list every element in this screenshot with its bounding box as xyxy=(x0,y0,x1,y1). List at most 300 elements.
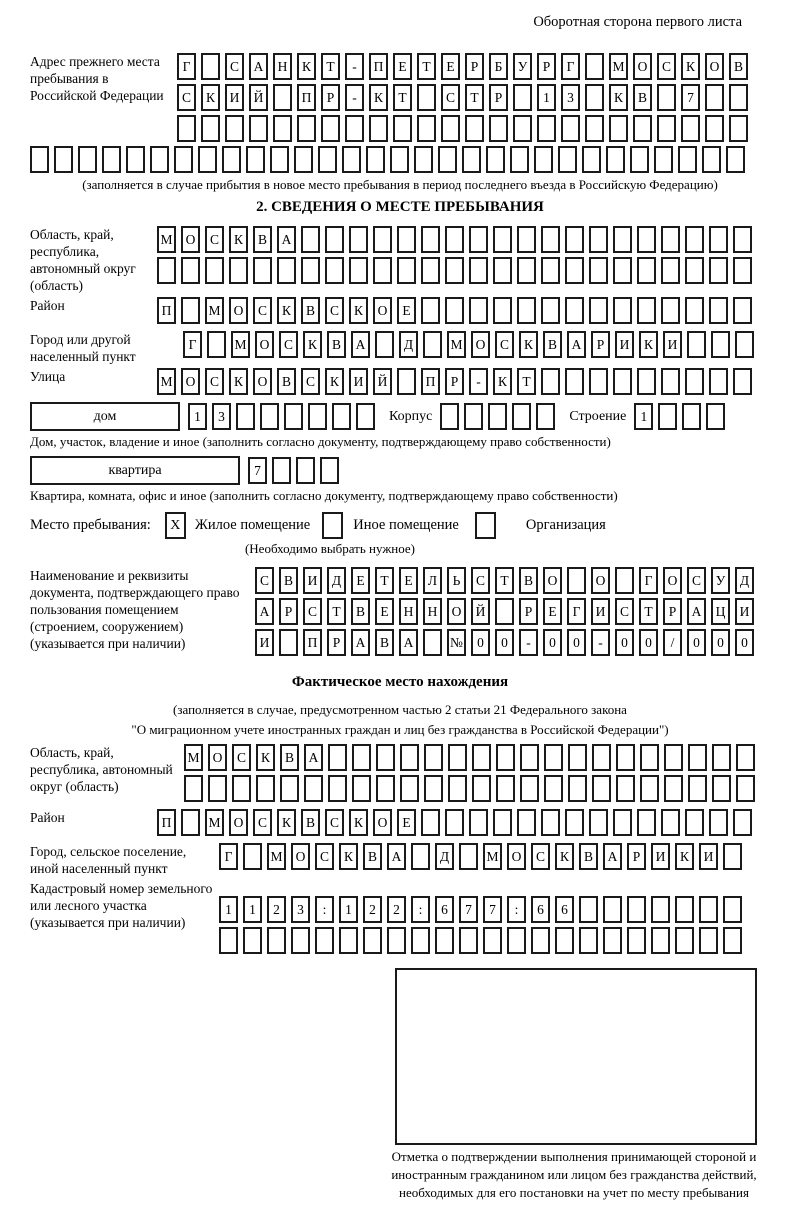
char-cell[interactable]: 6 xyxy=(435,896,454,923)
char-cell[interactable] xyxy=(339,927,358,954)
char-cell[interactable]: О xyxy=(291,843,310,870)
char-cell[interactable]: Н xyxy=(399,598,418,625)
char-cell[interactable] xyxy=(723,843,742,870)
char-cell[interactable] xyxy=(373,257,392,284)
char-cell[interactable] xyxy=(356,403,375,430)
char-cell[interactable] xyxy=(495,598,514,625)
char-cell[interactable]: Р xyxy=(445,368,464,395)
char-cell[interactable] xyxy=(400,775,419,802)
char-cell[interactable] xyxy=(157,257,176,284)
char-cell[interactable]: М xyxy=(609,53,628,80)
char-cell[interactable] xyxy=(181,809,200,836)
char-cell[interactable]: В xyxy=(543,331,562,358)
char-cell[interactable] xyxy=(661,297,680,324)
char-cell[interactable] xyxy=(592,775,611,802)
char-cell[interactable]: 7 xyxy=(483,896,502,923)
char-cell[interactable]: С xyxy=(471,567,490,594)
char-cell[interactable] xyxy=(78,146,97,173)
char-cell[interactable] xyxy=(661,809,680,836)
char-cell[interactable]: В xyxy=(279,567,298,594)
char-cell[interactable] xyxy=(675,927,694,954)
char-cell[interactable] xyxy=(709,226,728,253)
char-cell[interactable] xyxy=(201,53,220,80)
char-cell[interactable]: М xyxy=(447,331,466,358)
char-cell[interactable] xyxy=(613,297,632,324)
char-cell[interactable] xyxy=(517,226,536,253)
char-cell[interactable] xyxy=(685,226,704,253)
char-cell[interactable] xyxy=(589,257,608,284)
char-cell[interactable]: С xyxy=(205,368,224,395)
char-cell[interactable] xyxy=(397,368,416,395)
char-cell[interactable]: П xyxy=(303,629,322,656)
char-cell[interactable] xyxy=(488,403,507,430)
char-cell[interactable] xyxy=(687,331,706,358)
char-cell[interactable] xyxy=(472,775,491,802)
char-cell[interactable]: Д xyxy=(327,567,346,594)
char-cell[interactable] xyxy=(558,146,577,173)
char-cell[interactable]: С xyxy=(441,84,460,111)
char-cell[interactable] xyxy=(733,809,752,836)
char-cell[interactable] xyxy=(328,744,347,771)
char-cell[interactable] xyxy=(459,927,478,954)
char-cell[interactable] xyxy=(615,567,634,594)
char-cell[interactable] xyxy=(637,257,656,284)
char-cell[interactable] xyxy=(270,146,289,173)
char-cell[interactable] xyxy=(613,226,632,253)
char-cell[interactable] xyxy=(685,257,704,284)
char-cell[interactable]: К xyxy=(519,331,538,358)
char-cell[interactable] xyxy=(733,297,752,324)
char-cell[interactable]: - xyxy=(519,629,538,656)
char-cell[interactable] xyxy=(462,146,481,173)
char-cell[interactable] xyxy=(438,146,457,173)
char-cell[interactable] xyxy=(414,146,433,173)
char-cell[interactable]: К xyxy=(229,368,248,395)
char-cell[interactable]: К xyxy=(256,744,275,771)
char-cell[interactable]: О xyxy=(208,744,227,771)
char-cell[interactable] xyxy=(627,927,646,954)
char-cell[interactable]: В xyxy=(519,567,538,594)
char-cell[interactable] xyxy=(243,927,262,954)
char-cell[interactable]: 0 xyxy=(543,629,562,656)
char-cell[interactable] xyxy=(565,297,584,324)
char-cell[interactable]: С xyxy=(303,598,322,625)
char-cell[interactable] xyxy=(592,744,611,771)
char-cell[interactable] xyxy=(208,775,227,802)
char-cell[interactable]: А xyxy=(351,331,370,358)
char-cell[interactable] xyxy=(273,84,292,111)
char-cell[interactable] xyxy=(325,226,344,253)
char-cell[interactable]: В xyxy=(301,297,320,324)
char-cell[interactable] xyxy=(541,809,560,836)
char-cell[interactable] xyxy=(328,775,347,802)
char-cell[interactable]: Д xyxy=(399,331,418,358)
char-cell[interactable] xyxy=(685,809,704,836)
char-cell[interactable] xyxy=(637,226,656,253)
char-cell[interactable]: - xyxy=(469,368,488,395)
char-cell[interactable]: 0 xyxy=(735,629,754,656)
char-cell[interactable]: С xyxy=(253,809,272,836)
char-cell[interactable]: 1 xyxy=(188,403,207,430)
char-cell[interactable]: К xyxy=(277,297,296,324)
char-cell[interactable] xyxy=(150,146,169,173)
char-cell[interactable] xyxy=(637,368,656,395)
char-cell[interactable] xyxy=(469,257,488,284)
char-cell[interactable]: 7 xyxy=(248,457,267,484)
char-cell[interactable]: Т xyxy=(327,598,346,625)
char-cell[interactable] xyxy=(513,115,532,142)
char-cell[interactable]: Г xyxy=(177,53,196,80)
char-cell[interactable] xyxy=(582,146,601,173)
char-cell[interactable]: - xyxy=(345,53,364,80)
char-cell[interactable] xyxy=(613,368,632,395)
char-cell[interactable] xyxy=(207,331,226,358)
char-cell[interactable] xyxy=(699,896,718,923)
char-cell[interactable] xyxy=(291,927,310,954)
char-cell[interactable] xyxy=(702,146,721,173)
char-cell[interactable] xyxy=(424,744,443,771)
char-cell[interactable] xyxy=(657,115,676,142)
char-cell[interactable] xyxy=(369,115,388,142)
char-cell[interactable]: К xyxy=(555,843,574,870)
char-cell[interactable] xyxy=(421,226,440,253)
char-cell[interactable] xyxy=(675,896,694,923)
char-cell[interactable]: В xyxy=(363,843,382,870)
char-cell[interactable] xyxy=(733,257,752,284)
char-cell[interactable] xyxy=(345,115,364,142)
char-cell[interactable]: : xyxy=(411,896,430,923)
char-cell[interactable]: Р xyxy=(537,53,556,80)
char-cell[interactable]: О xyxy=(255,331,274,358)
char-cell[interactable]: Г xyxy=(183,331,202,358)
char-cell[interactable]: А xyxy=(687,598,706,625)
char-cell[interactable]: 2 xyxy=(387,896,406,923)
char-cell[interactable]: О xyxy=(229,809,248,836)
char-cell[interactable] xyxy=(126,146,145,173)
char-cell[interactable]: П xyxy=(421,368,440,395)
char-cell[interactable] xyxy=(568,744,587,771)
char-cell[interactable]: К xyxy=(639,331,658,358)
char-cell[interactable] xyxy=(544,775,563,802)
char-cell[interactable]: Г xyxy=(567,598,586,625)
char-cell[interactable] xyxy=(709,368,728,395)
char-cell[interactable] xyxy=(301,257,320,284)
char-cell[interactable]: С xyxy=(615,598,634,625)
char-cell[interactable]: 7 xyxy=(459,896,478,923)
char-cell[interactable] xyxy=(512,403,531,430)
char-cell[interactable]: М xyxy=(267,843,286,870)
char-cell[interactable]: О xyxy=(229,297,248,324)
char-cell[interactable]: О xyxy=(663,567,682,594)
char-cell[interactable]: П xyxy=(157,809,176,836)
char-cell[interactable] xyxy=(177,115,196,142)
char-cell[interactable] xyxy=(496,775,515,802)
char-cell[interactable]: 6 xyxy=(531,896,550,923)
char-cell[interactable] xyxy=(565,809,584,836)
char-cell[interactable] xyxy=(493,809,512,836)
char-cell[interactable]: К xyxy=(369,84,388,111)
char-cell[interactable] xyxy=(174,146,193,173)
char-cell[interactable] xyxy=(685,368,704,395)
char-cell[interactable] xyxy=(711,331,730,358)
char-cell[interactable] xyxy=(513,84,532,111)
char-cell[interactable] xyxy=(661,257,680,284)
char-cell[interactable]: Р xyxy=(465,53,484,80)
char-cell[interactable]: 2 xyxy=(267,896,286,923)
char-cell[interactable]: 1 xyxy=(243,896,262,923)
char-cell[interactable] xyxy=(565,226,584,253)
char-cell[interactable]: П xyxy=(369,53,388,80)
char-cell[interactable] xyxy=(651,896,670,923)
char-cell[interactable] xyxy=(541,226,560,253)
char-cell[interactable]: Е xyxy=(393,53,412,80)
char-cell[interactable]: Р xyxy=(321,84,340,111)
char-cell[interactable] xyxy=(390,146,409,173)
char-cell[interactable] xyxy=(609,115,628,142)
char-cell[interactable] xyxy=(637,809,656,836)
char-cell[interactable] xyxy=(296,457,315,484)
char-cell[interactable]: 3 xyxy=(212,403,231,430)
char-cell[interactable]: Е xyxy=(375,598,394,625)
char-cell[interactable] xyxy=(537,115,556,142)
char-cell[interactable] xyxy=(606,146,625,173)
char-cell[interactable]: Т xyxy=(495,567,514,594)
char-cell[interactable] xyxy=(496,744,515,771)
char-cell[interactable] xyxy=(246,146,265,173)
char-cell[interactable]: Р xyxy=(327,629,346,656)
char-cell[interactable]: Й xyxy=(373,368,392,395)
char-cell[interactable] xyxy=(493,257,512,284)
char-cell[interactable]: О xyxy=(253,368,272,395)
char-cell[interactable]: В xyxy=(633,84,652,111)
char-cell[interactable]: М xyxy=(231,331,250,358)
char-cell[interactable]: Т xyxy=(393,84,412,111)
char-cell[interactable]: В xyxy=(351,598,370,625)
char-cell[interactable] xyxy=(712,744,731,771)
char-cell[interactable]: С xyxy=(279,331,298,358)
char-cell[interactable]: А xyxy=(603,843,622,870)
char-cell[interactable] xyxy=(411,927,430,954)
char-cell[interactable]: П xyxy=(157,297,176,324)
char-cell[interactable] xyxy=(493,226,512,253)
char-cell[interactable] xyxy=(469,809,488,836)
char-cell[interactable] xyxy=(417,115,436,142)
char-cell[interactable] xyxy=(387,927,406,954)
char-cell[interactable]: С xyxy=(315,843,334,870)
char-cell[interactable] xyxy=(30,146,49,173)
char-cell[interactable]: В xyxy=(729,53,748,80)
char-cell[interactable] xyxy=(301,226,320,253)
char-cell[interactable] xyxy=(366,146,385,173)
char-cell[interactable] xyxy=(445,226,464,253)
char-cell[interactable] xyxy=(315,927,334,954)
char-cell[interactable] xyxy=(507,927,526,954)
char-cell[interactable] xyxy=(273,115,292,142)
char-cell[interactable] xyxy=(272,457,291,484)
char-cell[interactable]: Т xyxy=(375,567,394,594)
char-cell[interactable]: Р xyxy=(489,84,508,111)
char-cell[interactable] xyxy=(585,115,604,142)
char-cell[interactable]: С xyxy=(657,53,676,80)
char-cell[interactable]: Р xyxy=(591,331,610,358)
char-cell[interactable]: Й xyxy=(249,84,268,111)
char-cell[interactable]: Б xyxy=(489,53,508,80)
char-cell[interactable]: А xyxy=(255,598,274,625)
char-cell[interactable] xyxy=(294,146,313,173)
char-cell[interactable] xyxy=(706,403,725,430)
char-cell[interactable] xyxy=(709,257,728,284)
char-cell[interactable] xyxy=(726,146,745,173)
char-cell[interactable] xyxy=(400,744,419,771)
char-cell[interactable] xyxy=(459,843,478,870)
char-cell[interactable]: А xyxy=(249,53,268,80)
char-cell[interactable] xyxy=(483,927,502,954)
char-cell[interactable]: О xyxy=(471,331,490,358)
checkbox-organization[interactable] xyxy=(475,512,496,539)
char-cell[interactable] xyxy=(363,927,382,954)
char-cell[interactable] xyxy=(613,809,632,836)
char-cell[interactable]: О xyxy=(591,567,610,594)
char-cell[interactable] xyxy=(205,257,224,284)
char-cell[interactable]: 0 xyxy=(471,629,490,656)
char-cell[interactable] xyxy=(229,257,248,284)
char-cell[interactable] xyxy=(397,257,416,284)
char-cell[interactable] xyxy=(236,403,255,430)
char-cell[interactable] xyxy=(517,297,536,324)
char-cell[interactable]: Т xyxy=(321,53,340,80)
char-cell[interactable]: С xyxy=(687,567,706,594)
char-cell[interactable] xyxy=(445,809,464,836)
char-cell[interactable]: : xyxy=(315,896,334,923)
char-cell[interactable] xyxy=(277,257,296,284)
char-cell[interactable] xyxy=(373,226,392,253)
char-cell[interactable]: Г xyxy=(219,843,238,870)
char-cell[interactable]: С xyxy=(531,843,550,870)
char-cell[interactable]: И xyxy=(225,84,244,111)
char-cell[interactable] xyxy=(201,115,220,142)
char-cell[interactable] xyxy=(445,297,464,324)
char-cell[interactable]: О xyxy=(633,53,652,80)
char-cell[interactable]: - xyxy=(591,629,610,656)
char-cell[interactable] xyxy=(685,297,704,324)
char-cell[interactable] xyxy=(517,257,536,284)
char-cell[interactable]: 6 xyxy=(555,896,574,923)
char-cell[interactable] xyxy=(423,331,442,358)
char-cell[interactable] xyxy=(440,403,459,430)
char-cell[interactable] xyxy=(654,146,673,173)
char-cell[interactable]: Р xyxy=(519,598,538,625)
char-cell[interactable]: М xyxy=(157,226,176,253)
char-cell[interactable] xyxy=(435,927,454,954)
char-cell[interactable]: 1 xyxy=(537,84,556,111)
char-cell[interactable]: И xyxy=(699,843,718,870)
char-cell[interactable]: В xyxy=(280,744,299,771)
char-cell[interactable] xyxy=(181,257,200,284)
char-cell[interactable] xyxy=(603,896,622,923)
char-cell[interactable] xyxy=(682,403,701,430)
char-cell[interactable] xyxy=(561,115,580,142)
char-cell[interactable] xyxy=(181,297,200,324)
char-cell[interactable]: 0 xyxy=(495,629,514,656)
char-cell[interactable] xyxy=(688,744,707,771)
char-cell[interactable]: В xyxy=(579,843,598,870)
char-cell[interactable]: Л xyxy=(423,567,442,594)
char-cell[interactable] xyxy=(352,775,371,802)
char-cell[interactable] xyxy=(531,927,550,954)
char-cell[interactable] xyxy=(712,775,731,802)
char-cell[interactable] xyxy=(589,368,608,395)
char-cell[interactable] xyxy=(568,775,587,802)
char-cell[interactable] xyxy=(681,115,700,142)
char-cell[interactable]: 2 xyxy=(363,896,382,923)
char-cell[interactable]: И xyxy=(349,368,368,395)
char-cell[interactable]: С xyxy=(255,567,274,594)
char-cell[interactable]: О xyxy=(373,297,392,324)
char-cell[interactable]: О xyxy=(181,226,200,253)
char-cell[interactable] xyxy=(637,297,656,324)
char-cell[interactable]: 0 xyxy=(687,629,706,656)
char-cell[interactable]: Е xyxy=(441,53,460,80)
char-cell[interactable] xyxy=(616,775,635,802)
char-cell[interactable] xyxy=(441,115,460,142)
char-cell[interactable] xyxy=(589,226,608,253)
char-cell[interactable]: У xyxy=(513,53,532,80)
char-cell[interactable]: О xyxy=(181,368,200,395)
char-cell[interactable] xyxy=(579,927,598,954)
char-cell[interactable]: А xyxy=(567,331,586,358)
char-cell[interactable] xyxy=(486,146,505,173)
char-cell[interactable] xyxy=(376,744,395,771)
char-cell[interactable] xyxy=(280,775,299,802)
char-cell[interactable]: И xyxy=(591,598,610,625)
char-cell[interactable]: Т xyxy=(417,53,436,80)
char-cell[interactable] xyxy=(729,84,748,111)
char-cell[interactable]: 0 xyxy=(711,629,730,656)
char-cell[interactable]: И xyxy=(663,331,682,358)
char-cell[interactable]: О xyxy=(507,843,526,870)
char-cell[interactable] xyxy=(222,146,241,173)
char-cell[interactable] xyxy=(232,775,251,802)
char-cell[interactable]: С xyxy=(225,53,244,80)
char-cell[interactable] xyxy=(225,115,244,142)
char-cell[interactable]: Н xyxy=(273,53,292,80)
char-cell[interactable]: К xyxy=(339,843,358,870)
char-cell[interactable]: А xyxy=(351,629,370,656)
char-cell[interactable]: - xyxy=(345,84,364,111)
char-cell[interactable]: К xyxy=(277,809,296,836)
char-cell[interactable] xyxy=(397,226,416,253)
char-cell[interactable] xyxy=(541,297,560,324)
char-cell[interactable] xyxy=(664,775,683,802)
char-cell[interactable]: К xyxy=(609,84,628,111)
char-cell[interactable] xyxy=(421,297,440,324)
char-cell[interactable] xyxy=(678,146,697,173)
char-cell[interactable] xyxy=(325,257,344,284)
char-cell[interactable] xyxy=(633,115,652,142)
char-cell[interactable] xyxy=(651,927,670,954)
char-cell[interactable]: К xyxy=(297,53,316,80)
char-cell[interactable] xyxy=(304,775,323,802)
char-cell[interactable] xyxy=(102,146,121,173)
char-cell[interactable]: В xyxy=(301,809,320,836)
char-cell[interactable] xyxy=(249,115,268,142)
char-cell[interactable] xyxy=(585,84,604,111)
char-cell[interactable]: К xyxy=(229,226,248,253)
char-cell[interactable]: Р xyxy=(279,598,298,625)
char-cell[interactable] xyxy=(705,84,724,111)
char-cell[interactable] xyxy=(469,297,488,324)
char-cell[interactable]: С xyxy=(177,84,196,111)
